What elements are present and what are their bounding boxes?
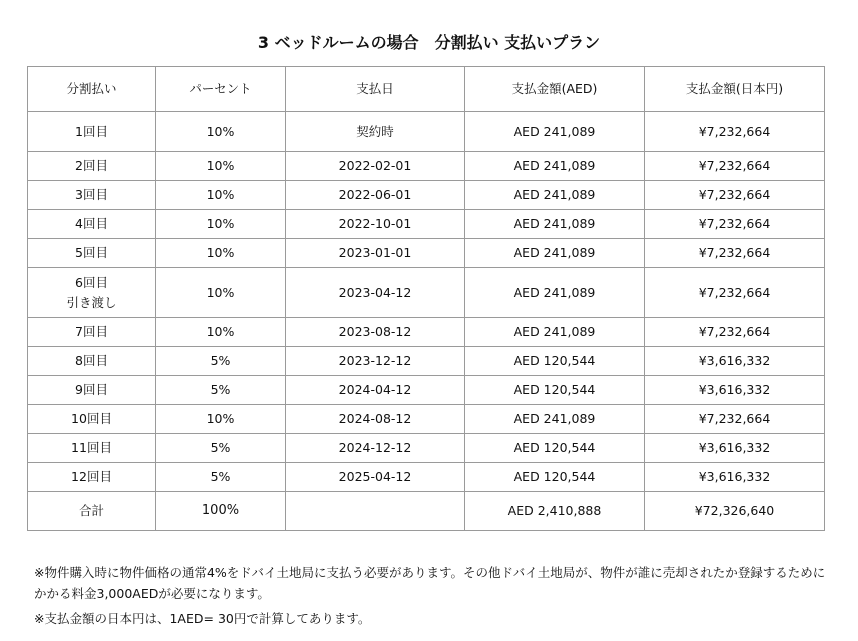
total-date bbox=[286, 492, 465, 531]
installment-cell bbox=[28, 181, 156, 210]
percent-cell: 10% bbox=[156, 181, 286, 210]
footnote-exchange-rate: ※支払金額の日本円は、1AED= 30円で計算してあります。 bbox=[34, 611, 371, 626]
amount-jpy-cell: ¥7,232,664 bbox=[645, 210, 825, 239]
installment-label: 3回目 bbox=[75, 187, 108, 202]
percent-cell: 10% bbox=[156, 152, 286, 181]
installment-label: 11回目 bbox=[71, 440, 112, 455]
date-cell: 2022-10-01 bbox=[286, 210, 465, 239]
date-cell: 2023-01-01 bbox=[286, 239, 465, 268]
date-cell: 2022-06-01 bbox=[286, 181, 465, 210]
installment-cell bbox=[28, 347, 156, 376]
installment-cell bbox=[28, 152, 156, 181]
total-label: 合計 bbox=[28, 492, 156, 531]
header-amount-jpy: 支払金額(日本円) bbox=[645, 67, 825, 112]
amount-aed-cell: AED 120,544 bbox=[465, 376, 645, 405]
table-header-row bbox=[28, 67, 825, 112]
total-amount-aed: AED 2,410,888 bbox=[465, 492, 645, 531]
percent-cell: 5% bbox=[156, 347, 286, 376]
installment-label: 5回目 bbox=[75, 245, 108, 260]
header-installment: 分割払い bbox=[28, 67, 156, 112]
amount-jpy-cell: ¥3,616,332 bbox=[645, 434, 825, 463]
date-cell: 契約時 bbox=[286, 112, 465, 152]
installment-cell bbox=[28, 463, 156, 492]
table-body bbox=[28, 112, 825, 531]
header-amount-aed: 支払金額(AED) bbox=[465, 67, 645, 112]
amount-aed-cell: AED 120,544 bbox=[465, 463, 645, 492]
percent-cell: 5% bbox=[156, 434, 286, 463]
date-cell: 2025-04-12 bbox=[286, 463, 465, 492]
percent-cell: 10% bbox=[156, 239, 286, 268]
installment-cell bbox=[28, 239, 156, 268]
table-row bbox=[28, 268, 825, 318]
installment-note: 引き渡し bbox=[66, 294, 117, 310]
installment-label: 7回目 bbox=[75, 324, 108, 339]
amount-aed-cell: AED 120,544 bbox=[465, 434, 645, 463]
installment-label: 8回目 bbox=[75, 353, 108, 368]
amount-jpy-cell: ¥7,232,664 bbox=[645, 152, 825, 181]
date-cell: 2022-02-01 bbox=[286, 152, 465, 181]
total-amount-jpy: ¥72,326,640 bbox=[645, 492, 825, 531]
amount-aed-cell: AED 241,089 bbox=[465, 268, 645, 318]
amount-aed-cell: AED 241,089 bbox=[465, 181, 645, 210]
installment-cell bbox=[28, 405, 156, 434]
amount-aed-cell: AED 241,089 bbox=[465, 239, 645, 268]
payment-plan-table bbox=[27, 66, 825, 531]
date-cell: 2023-08-12 bbox=[286, 318, 465, 347]
table-row bbox=[28, 152, 825, 181]
installment-label: 9回目 bbox=[75, 382, 108, 397]
installment-label: 10回目 bbox=[71, 411, 112, 426]
total-percent: 100% bbox=[156, 492, 286, 531]
installment-cell bbox=[28, 112, 156, 152]
installment-cell bbox=[28, 376, 156, 405]
total-row bbox=[28, 492, 825, 531]
footnote-registration-fee: ※物件購入時に物件価格の通常4%をドバイ土地局に支払う必要があります。その他ドバイ土地局が、物件が誰に売却されたか登録するためにかかる料金3,000AEDが必要になります。 bbox=[34, 565, 826, 601]
amount-jpy-cell: ¥7,232,664 bbox=[645, 181, 825, 210]
table-row bbox=[28, 239, 825, 268]
table-row bbox=[28, 463, 825, 492]
installment-cell bbox=[28, 268, 156, 318]
amount-aed-cell: AED 241,089 bbox=[465, 112, 645, 152]
installment-label: 6回目 bbox=[75, 274, 108, 290]
table-row bbox=[28, 347, 825, 376]
amount-jpy-cell: ¥7,232,664 bbox=[645, 318, 825, 347]
installment-cell bbox=[28, 318, 156, 347]
date-cell: 2024-08-12 bbox=[286, 405, 465, 434]
amount-aed-cell: AED 120,544 bbox=[465, 347, 645, 376]
amount-jpy-cell: ¥3,616,332 bbox=[645, 463, 825, 492]
header-date: 支払日 bbox=[286, 67, 465, 112]
date-cell: 2024-04-12 bbox=[286, 376, 465, 405]
percent-cell: 10% bbox=[156, 210, 286, 239]
date-cell: 2024-12-12 bbox=[286, 434, 465, 463]
amount-jpy-cell: ¥7,232,664 bbox=[645, 239, 825, 268]
table-row bbox=[28, 434, 825, 463]
percent-cell: 10% bbox=[156, 112, 286, 152]
percent-cell: 5% bbox=[156, 463, 286, 492]
amount-jpy-cell: ¥3,616,332 bbox=[645, 347, 825, 376]
installment-label: 12回目 bbox=[71, 469, 112, 484]
installment-cell bbox=[28, 210, 156, 239]
installment-label: 1回目 bbox=[75, 123, 108, 139]
table-row bbox=[28, 376, 825, 405]
table-row bbox=[28, 112, 825, 152]
date-cell: 2023-04-12 bbox=[286, 268, 465, 318]
amount-jpy-cell: ¥3,616,332 bbox=[645, 376, 825, 405]
table-row bbox=[28, 181, 825, 210]
amount-aed-cell: AED 241,089 bbox=[465, 405, 645, 434]
amount-aed-cell: AED 241,089 bbox=[465, 210, 645, 239]
percent-cell: 5% bbox=[156, 376, 286, 405]
amount-jpy-cell: ¥7,232,664 bbox=[645, 112, 825, 152]
installment-label: 4回目 bbox=[75, 216, 108, 231]
table-row bbox=[28, 318, 825, 347]
amount-aed-cell: AED 241,089 bbox=[465, 152, 645, 181]
amount-jpy-cell: ¥7,232,664 bbox=[645, 268, 825, 318]
table-row bbox=[28, 405, 825, 434]
percent-cell: 10% bbox=[156, 268, 286, 318]
table-row bbox=[28, 210, 825, 239]
amount-aed-cell: AED 241,089 bbox=[465, 318, 645, 347]
footnotes bbox=[34, 562, 829, 629]
percent-cell: 10% bbox=[156, 405, 286, 434]
installment-label: 2回目 bbox=[75, 158, 108, 173]
date-cell: 2023-12-12 bbox=[286, 347, 465, 376]
installment-cell bbox=[28, 434, 156, 463]
amount-jpy-cell: ¥7,232,664 bbox=[645, 405, 825, 434]
header-percent: パーセント bbox=[156, 67, 286, 112]
page-title: 3 ベッドルームの場合 分割払い 支払いプラン bbox=[257, 33, 601, 52]
percent-cell: 10% bbox=[156, 318, 286, 347]
